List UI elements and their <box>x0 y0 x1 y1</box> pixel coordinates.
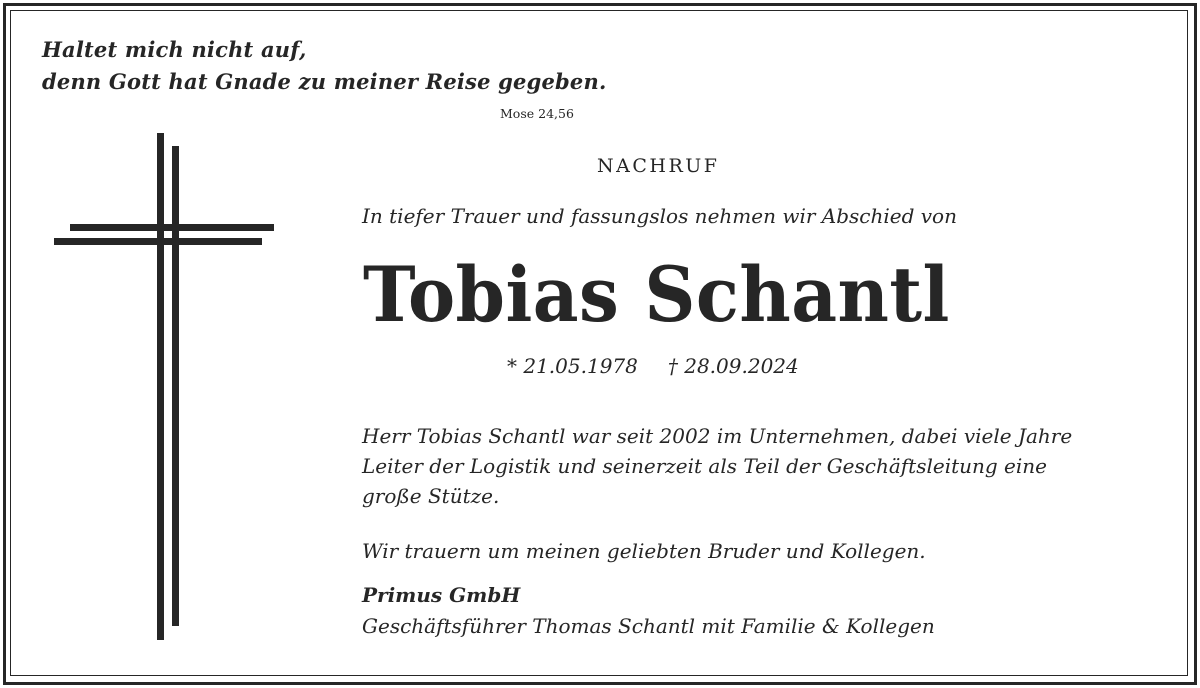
verse-line-2: denn Gott hat Gnade zu meiner Reise gegeben. <box>42 69 607 94</box>
life-dates <box>507 354 799 378</box>
tribute-paragraph <box>362 421 1072 511</box>
company-name: Primus GmbH <box>362 583 521 607</box>
tribute-line-2: Leiter der Logistik und seinerzeit als Teil der Geschäftsleitung eine <box>362 454 1048 478</box>
birth-date: * 21.05.1978 <box>507 354 638 378</box>
deceased-name: Tobias Schantl <box>363 250 950 339</box>
tribute-line-3: große Stütze. <box>362 484 500 508</box>
verse-source: Mose 24,56 <box>500 106 574 121</box>
death-date: † 28.09.2024 <box>667 354 799 378</box>
tribute-line-1: Herr Tobias Schantl war seit 2002 im Unternehmen, dabei viele Jahre <box>362 424 1073 448</box>
double-line-cross-icon <box>0 0 290 650</box>
verse-line-1: Haltet mich nicht auf, <box>42 37 307 62</box>
mourning-statement: Wir trauern um meinen geliebten Bruder und Kollegen. <box>362 539 926 563</box>
intro-text: In tiefer Trauer und fassungslos nehmen wir Abschied von <box>362 204 957 228</box>
obituary-heading: NACHRUF <box>597 155 720 177</box>
signer-line: Geschäftsführer Thomas Schantl mit Familie & Kollegen <box>362 614 935 638</box>
